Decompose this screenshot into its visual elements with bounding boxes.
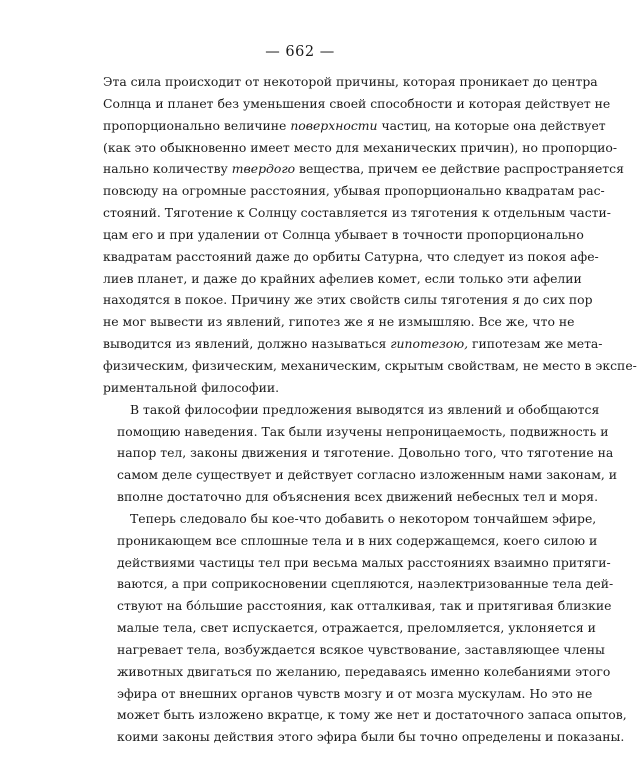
text-line xyxy=(103,289,593,311)
text-line xyxy=(103,464,618,486)
paragraph-3 xyxy=(103,508,627,748)
text-run: Солнца и планет без уменьшения своей способности и которая действует не xyxy=(103,95,611,111)
text-run: риментальной философии. xyxy=(103,379,280,395)
text-run: ваются, а при соприкосновении сцепляются, наэлектризованные тела дей- xyxy=(117,576,614,592)
text-run: квадратам расстояний даже до орбиты Сатурна, что следует из покоя афе- xyxy=(103,248,599,264)
text-line xyxy=(103,137,618,159)
text-run: физическим, физическим, механическим, скрытым свойствам, не место в экспе- xyxy=(103,357,637,373)
text-line xyxy=(103,530,598,552)
text-line xyxy=(103,399,600,421)
text-line xyxy=(103,661,611,683)
emphasized-text: твердого xyxy=(231,161,296,177)
text-line xyxy=(103,377,500,399)
text-line xyxy=(103,158,624,180)
text-run: помощию наведения. Так были изучены непроницаемость, подвижность и xyxy=(117,423,609,439)
page-number: — 662 — xyxy=(265,44,335,60)
text-run: Теперь следовало бы кое-что добавить о некотором тончайшем эфире, xyxy=(130,510,597,526)
text-run: частиц, на которые она действует xyxy=(377,117,606,133)
text-line xyxy=(103,508,597,530)
text-line xyxy=(103,246,599,268)
text-run: лиев планет, и даже до крайних афелиев комет, если только эти афелии xyxy=(103,270,582,286)
text-run: (как это обыкновенно имеет место для механических причин), но пропорцио- xyxy=(103,139,618,155)
text-run: животных двигаться по желанию, передаваясь именно колебаниями этого xyxy=(117,663,611,679)
text-line xyxy=(103,683,593,705)
text-run: эфира от внешних органов чувств мозгу и от мозга мускулам. Но это не xyxy=(117,685,593,701)
text-line xyxy=(103,617,596,639)
text-run: самом деле существует и действует согласно изложенным нами законам, и xyxy=(117,467,618,483)
text-run: пропорционально величине xyxy=(103,117,291,133)
text-line xyxy=(103,355,637,377)
text-run: выводится из явлений, должно называться xyxy=(103,336,391,352)
text-line xyxy=(103,573,614,595)
emphasized-text: гипотезою, xyxy=(390,336,469,352)
text-line xyxy=(103,704,627,726)
text-run: находятся в покое. Причину же этих свойств силы тяготения я до сих пор xyxy=(103,292,593,308)
text-line xyxy=(103,311,575,333)
paragraph-1 xyxy=(103,71,637,399)
text-run: вещества, причем ее действие распространяется xyxy=(295,161,624,177)
text-line xyxy=(103,595,612,617)
text-run: ствуют на бо́льшие расстояния, как отталкивая, так и притягивая близкие xyxy=(117,598,612,614)
text-line xyxy=(103,202,611,224)
emphasized-text: поверхности xyxy=(290,117,378,133)
text-line xyxy=(103,552,611,574)
text-run: не мог вывести из явлений, гипотез же я не измышляю. Все же, что не xyxy=(103,314,575,330)
text-line xyxy=(103,442,614,464)
paragraph-2 xyxy=(103,399,618,508)
text-line xyxy=(103,486,599,508)
text-line xyxy=(103,268,582,290)
text-run: гипотезам же мета- xyxy=(468,336,603,352)
text-line xyxy=(103,726,625,748)
text-run: В такой философии предложения выводятся из явлений и обобщаются xyxy=(130,401,600,417)
text-line xyxy=(103,93,611,115)
text-line xyxy=(103,333,603,355)
text-line xyxy=(103,224,584,246)
text-run: нально количеству xyxy=(103,161,232,177)
text-run: может быть изложено вкратце, к тому же нет и достаточного запаса опытов, xyxy=(117,707,627,723)
text-run: малые тела, свет испускается, отражается, преломляется, уклоняется и xyxy=(117,620,596,636)
text-run: повсюду на огромные расстояния, убывая пропорционально квадратам рас- xyxy=(103,183,605,199)
body-text xyxy=(103,71,637,748)
text-line xyxy=(103,71,598,93)
text-run: нагревает тела, возбуждается всякое чувствование, заставляющее члены xyxy=(117,641,605,657)
text-run: коими законы действия этого эфира были бы точно определены и показаны. xyxy=(117,729,625,745)
text-run: действиями частицы тел при весьма малых расстояниях взаимно притяги- xyxy=(117,554,611,570)
text-run: напор тел, законы движения и тяготение. Довольно того, что тяготение на xyxy=(117,445,614,461)
text-run: цам его и при удалении от Солнца убывает в точности пропорционально xyxy=(103,226,584,242)
text-line xyxy=(103,180,605,202)
text-run: Эта сила происходит от некоторой причины, которая проникает до центра xyxy=(103,74,598,89)
text-run: проникающем все сплошные тела и в них содержащемся, коего силою и xyxy=(117,532,598,548)
text-line xyxy=(103,421,609,443)
text-line xyxy=(103,639,605,661)
text-run: стояний. Тяготение к Солнцу составляется из тяготения к отдельным части- xyxy=(103,205,611,221)
text-line xyxy=(103,115,606,137)
text-run: вполне достаточно для объяснения всех движений небесных тел и моря. xyxy=(117,489,599,505)
